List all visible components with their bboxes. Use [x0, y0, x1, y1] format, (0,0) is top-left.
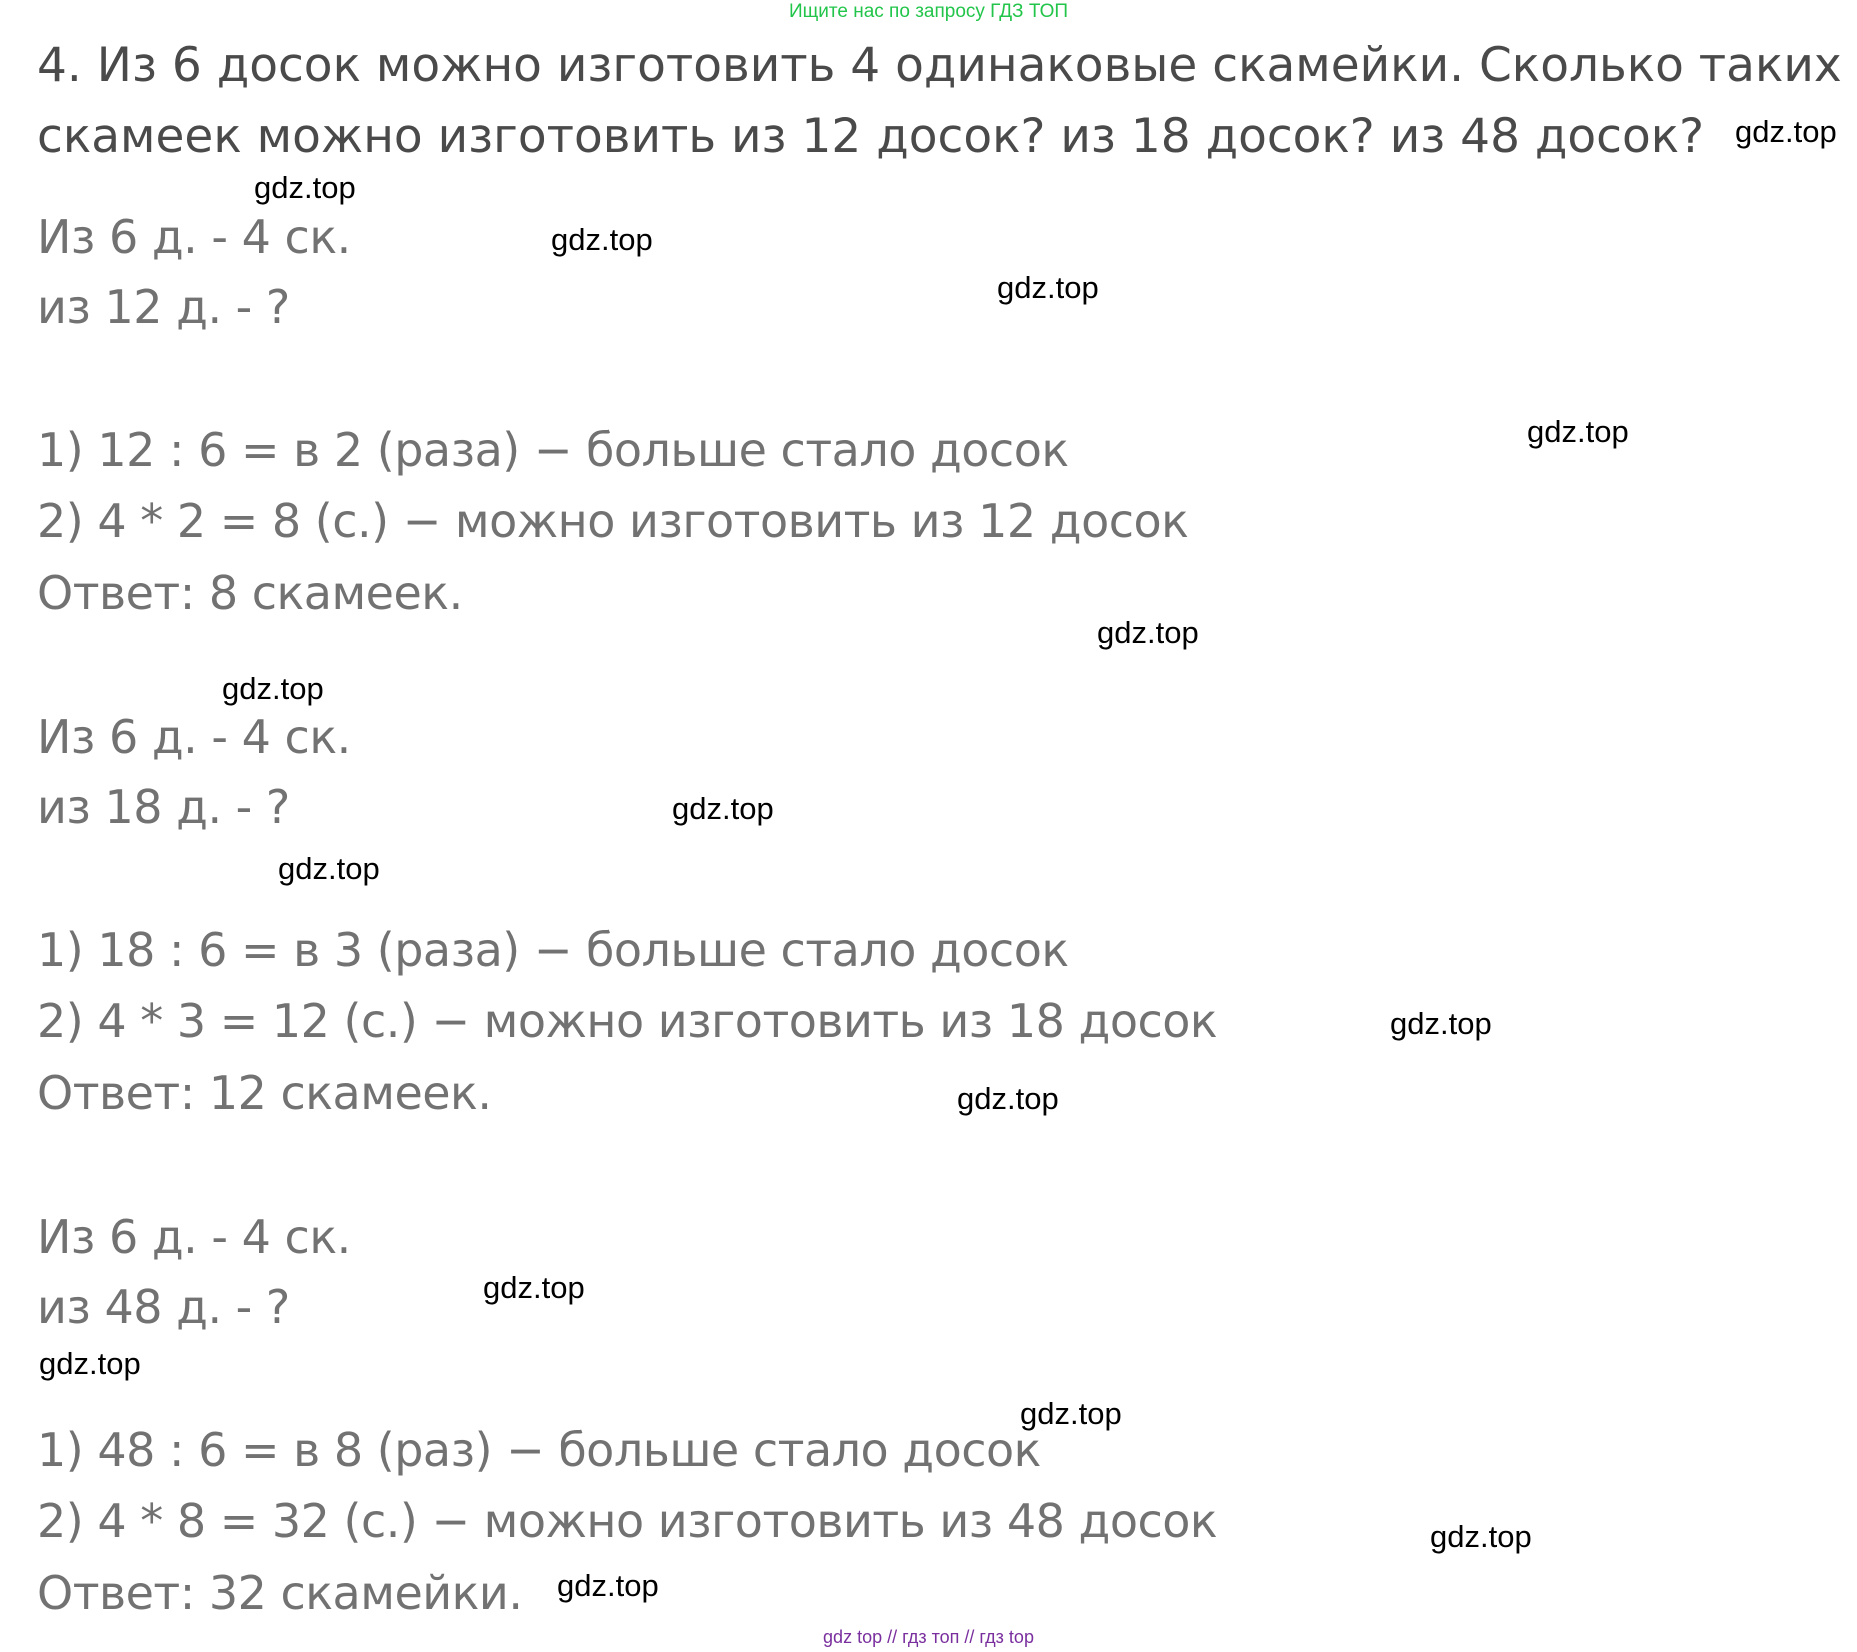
answer-line: Ответ: 12 скамеек. — [37, 1066, 492, 1120]
step-line-2: 2) 4 * 8 = 32 (с.) − можно изготовить из 48 досок — [37, 1494, 1218, 1548]
watermark: gdz.top — [1097, 615, 1199, 650]
bottom-banner: gdz top // гдз топ // гдз top — [823, 1627, 1034, 1647]
watermark: gdz.top — [557, 1568, 659, 1603]
given-line-2: из 48 д. - ? — [37, 1280, 290, 1334]
watermark: gdz.top — [1390, 1006, 1492, 1041]
problem-line-1: 4. Из 6 досок можно изготовить 4 одинаковые скамейки. Сколько таких — [37, 38, 1842, 93]
watermark: gdz.top — [997, 270, 1099, 305]
given-line-1: Из 6 д. - 4 ск. — [37, 710, 351, 764]
watermark: gdz.top — [672, 791, 774, 826]
watermark: gdz.top — [1735, 114, 1837, 149]
watermark: gdz.top — [957, 1081, 1059, 1116]
watermark: gdz.top — [1020, 1396, 1122, 1431]
watermark: gdz.top — [222, 671, 324, 706]
step-line-2: 2) 4 * 3 = 12 (с.) − можно изготовить из 18 досок — [37, 994, 1218, 1048]
step-line-1: 1) 18 : 6 = в 3 (раза) − больше стало досок — [37, 923, 1069, 977]
given-line-1: Из 6 д. - 4 ск. — [37, 1210, 351, 1264]
watermark: gdz.top — [483, 1270, 585, 1305]
given-line-2: из 18 д. - ? — [37, 780, 290, 834]
problem-line-2: скамеек можно изготовить из 12 досок? из 18 досок? из 48 досок? — [37, 109, 1705, 164]
watermark: gdz.top — [1430, 1519, 1532, 1554]
step-line-1: 1) 48 : 6 = в 8 (раз) − больше стало досок — [37, 1423, 1041, 1477]
watermark: gdz.top — [551, 222, 653, 257]
answer-line: Ответ: 8 скамеек. — [37, 566, 463, 620]
watermark: gdz.top — [254, 170, 356, 205]
watermark: gdz.top — [278, 851, 380, 886]
given-line-2: из 12 д. - ? — [37, 280, 290, 334]
given-line-1: Из 6 д. - 4 ск. — [37, 210, 351, 264]
top-banner: Ищите нас по запросу ГДЗ ТОП — [788, 1, 1069, 22]
answer-line: Ответ: 32 скамейки. — [37, 1566, 523, 1620]
step-line-2: 2) 4 * 2 = 8 (с.) − можно изготовить из 12 досок — [37, 494, 1189, 548]
watermark: gdz.top — [1527, 414, 1629, 449]
step-line-1: 1) 12 : 6 = в 2 (раза) − больше стало досок — [37, 423, 1069, 477]
watermark: gdz.top — [39, 1346, 141, 1381]
